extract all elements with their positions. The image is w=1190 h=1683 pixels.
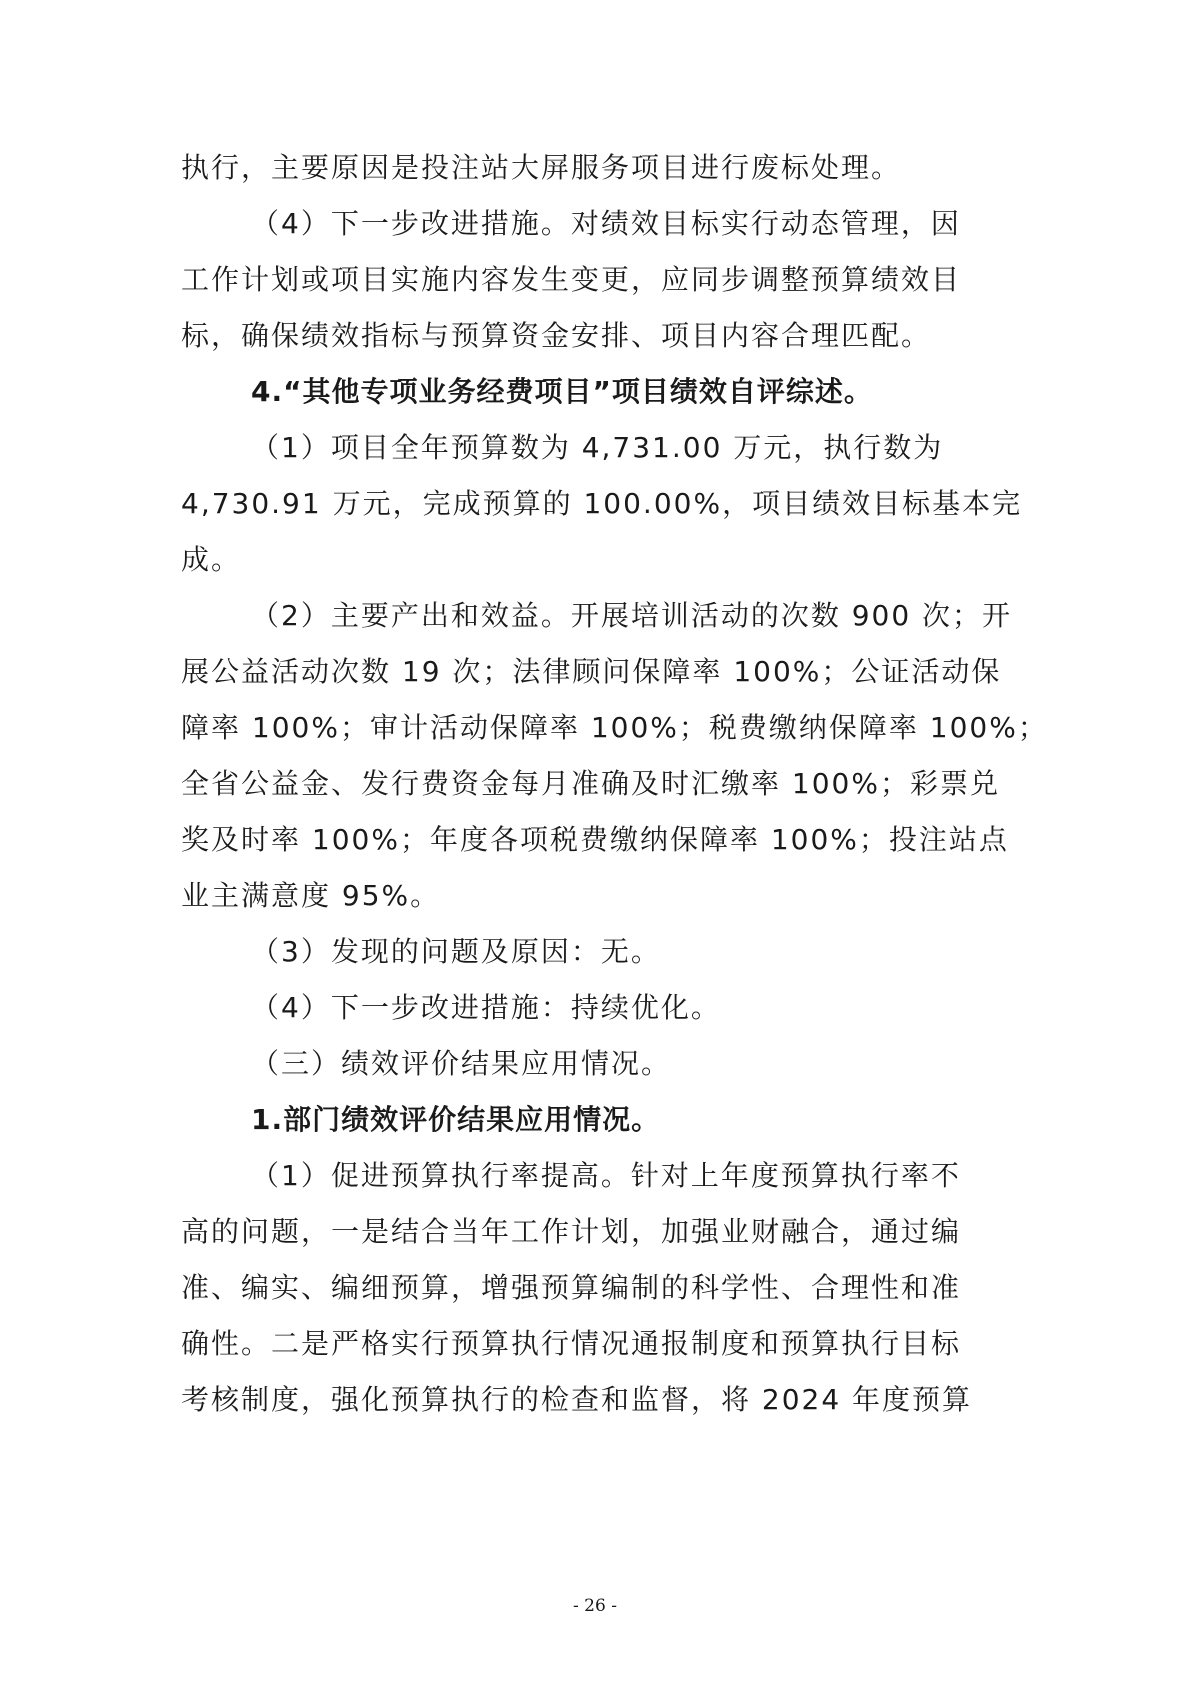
section-heading: 1.部门绩效评价结果应用情况。 [251, 1103, 661, 1136]
paragraph-line: （1）促进预算执行率提高。针对上年度预算执行率不 [251, 1159, 961, 1192]
paragraph-line: 奖及时率 100%；年度各项税费缴纳保障率 100%；投注站点 [181, 823, 1009, 856]
paragraph-line: 确性。二是严格实行预算执行情况通报制度和预算执行目标 [181, 1327, 962, 1360]
paragraph-line: 标，确保绩效指标与预算资金安排、项目内容合理匹配。 [181, 319, 932, 352]
paragraph-line: （2）主要产出和效益。开展培训活动的次数 900 次；开 [251, 599, 1013, 632]
paragraph-line: 高的问题，一是结合当年工作计划，加强业财融合，通过编 [181, 1215, 962, 1248]
paragraph-line: 业主满意度 95%。 [181, 879, 441, 912]
paragraph-line: （4）下一步改进措施：持续优化。 [251, 991, 721, 1024]
paragraph-line: 障率 100%；审计活动保障率 100%；税费缴纳保障率 100%； [181, 711, 1048, 744]
paragraph-line: 工作计划或项目实施内容发生变更，应同步调整预算绩效目 [181, 263, 962, 296]
paragraph-line: 4,730.91 万元，完成预算的 100.00%，项目绩效目标基本完 [181, 487, 1023, 520]
paragraph-line: 展公益活动次数 19 次；法律顾问保障率 100%；公证活动保 [181, 655, 1002, 688]
paragraph-line: （3）发现的问题及原因：无。 [251, 935, 661, 968]
paragraph-line: （1）项目全年预算数为 4,731.00 万元，执行数为 [251, 431, 944, 464]
paragraph-line: 执行，主要原因是投注站大屏服务项目进行废标处理。 [181, 151, 902, 184]
paragraph-line: 成。 [181, 543, 242, 576]
paragraph-line: 准、编实、编细预算，增强预算编制的科学性、合理性和准 [181, 1271, 962, 1304]
paragraph-line: （4）下一步改进措施。对绩效目标实行动态管理，因 [251, 207, 961, 240]
subsection-heading: （三）绩效评价结果应用情况。 [251, 1047, 672, 1080]
page-number: - 26 - [573, 1596, 617, 1616]
paragraph-line: 考核制度，强化预算执行的检查和监督，将 2024 年度预算 [181, 1383, 973, 1416]
section-heading: 4.“其他专项业务经费项目”项目绩效自评综述。 [251, 375, 873, 408]
paragraph-line: 全省公益金、发行费资金每月准确及时汇缴率 100%；彩票兑 [181, 767, 1000, 800]
